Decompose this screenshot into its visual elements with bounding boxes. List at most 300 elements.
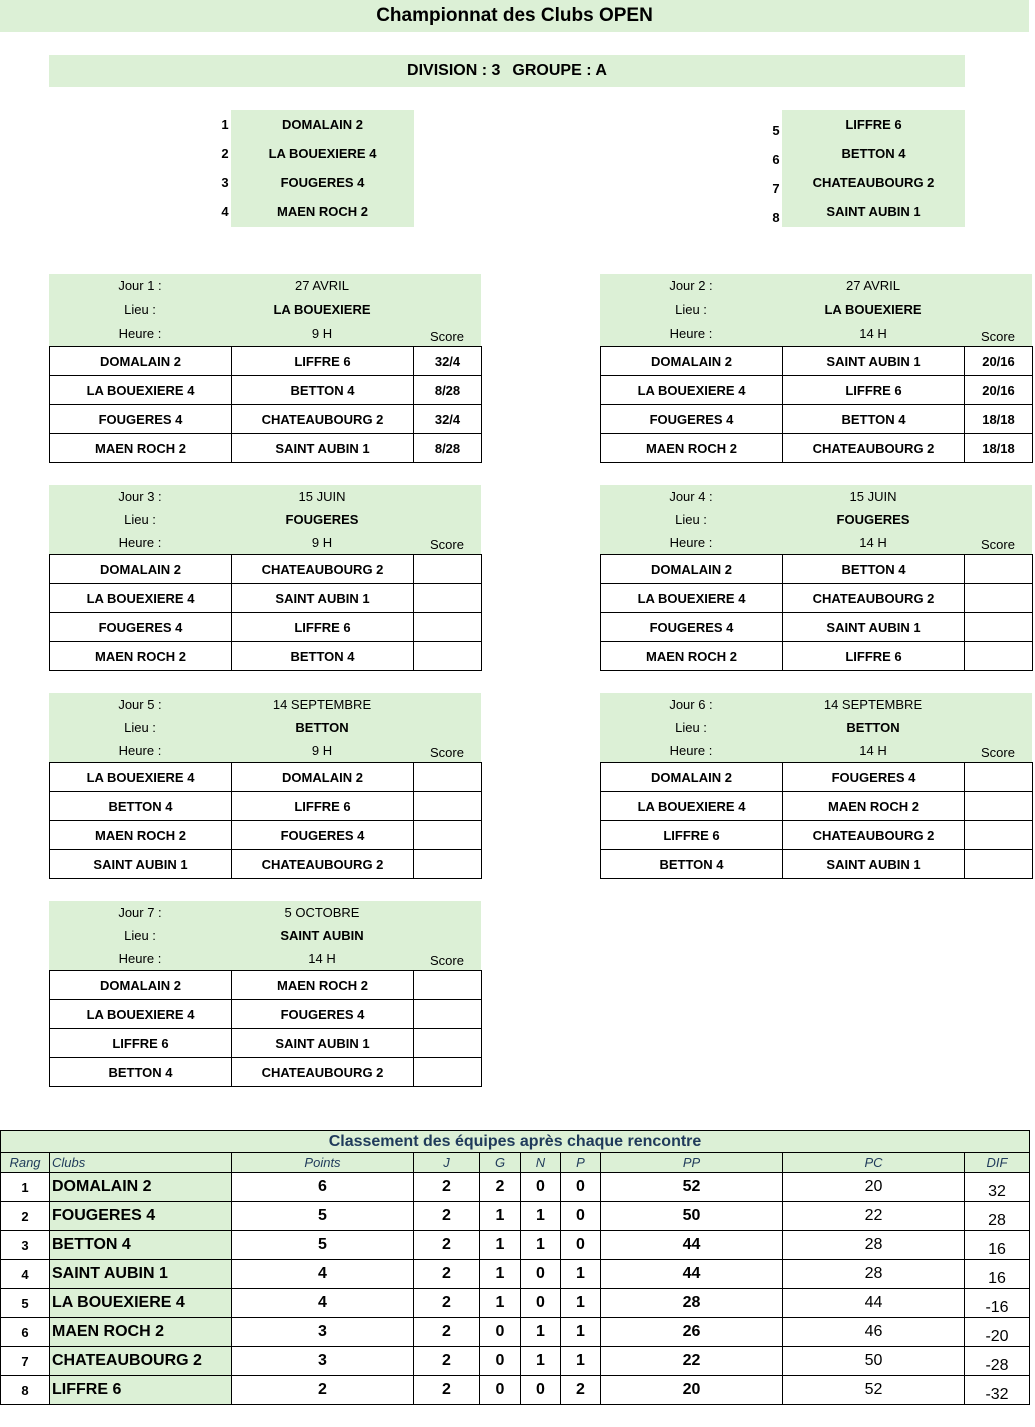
points-cell: 6 (232, 1173, 414, 1202)
standings (0, 1130, 1029, 1405)
place-label: Lieu : (675, 720, 707, 735)
away-team: FOUGERES 4 (232, 821, 414, 850)
home-team: LA BOUEXIERE 4 (50, 1000, 232, 1029)
lost-cell: 1 (561, 1260, 601, 1289)
home-team: DOMALAIN 2 (601, 347, 783, 376)
points-for-cell: 26 (601, 1318, 783, 1347)
won-cell: 0 (480, 1318, 521, 1347)
played-cell: 2 (414, 1289, 480, 1318)
points-against-cell: 52 (783, 1376, 965, 1405)
match-row (601, 376, 1033, 405)
team-name: DOMALAIN 2 (282, 117, 363, 132)
match-row (601, 584, 1033, 613)
match-score (414, 642, 482, 671)
day-header (600, 274, 1032, 346)
match-table (49, 762, 482, 879)
standings-row (1, 1318, 1030, 1347)
away-team: CHATEAUBOURG 2 (232, 555, 414, 584)
points-for-cell: 20 (601, 1376, 783, 1405)
day-block (49, 274, 481, 463)
match-row (50, 434, 482, 463)
team-name: FOUGERES 4 (280, 175, 365, 190)
page-title: Championnat des Clubs OPEN (0, 0, 1029, 32)
match-row (50, 555, 482, 584)
won-cell: 0 (480, 1376, 521, 1405)
day-label: Jour 5 : (118, 697, 162, 712)
day-place: FOUGERES (285, 512, 359, 527)
standings-row (1, 1289, 1030, 1318)
group-label: GROUPE : A (512, 62, 607, 79)
home-team: DOMALAIN 2 (601, 555, 783, 584)
division-banner (49, 55, 965, 87)
points-against-cell: 20 (783, 1173, 965, 1202)
match-row (50, 584, 482, 613)
day-date: 14 SEPTEMBRE (272, 697, 372, 712)
away-team: LIFFRE 6 (232, 792, 414, 821)
match-row (50, 1000, 482, 1029)
standings-header-row (1, 1153, 1030, 1173)
rank-cell: 7 (1, 1347, 50, 1376)
team-list-left (218, 110, 414, 227)
club-cell: SAINT AUBIN 1 (50, 1260, 232, 1289)
difference-cell: -20 (965, 1318, 1030, 1347)
day-place: SAINT AUBIN (280, 928, 364, 943)
score-label: Score (430, 953, 464, 968)
place-label: Lieu : (124, 512, 156, 527)
drawn-cell: 0 (521, 1289, 561, 1318)
lost-cell: 0 (561, 1173, 601, 1202)
difference-cell: 16 (965, 1260, 1030, 1289)
header-p: P (561, 1153, 601, 1173)
played-cell: 2 (414, 1202, 480, 1231)
standings-row (1, 1347, 1030, 1376)
team-number: 1 (221, 117, 229, 132)
match-row (601, 792, 1033, 821)
division-label: DIVISION : 3 (407, 62, 501, 79)
away-team: LIFFRE 6 (232, 347, 414, 376)
day-block (49, 485, 481, 671)
away-team: SAINT AUBIN 1 (232, 434, 414, 463)
day-date: 15 JUIN (849, 489, 897, 504)
points-cell: 2 (232, 1376, 414, 1405)
points-for-cell: 52 (601, 1173, 783, 1202)
away-team: SAINT AUBIN 1 (783, 850, 965, 879)
won-cell: 0 (480, 1347, 521, 1376)
match-row (601, 347, 1033, 376)
match-table (49, 970, 482, 1087)
drawn-cell: 1 (521, 1318, 561, 1347)
club-cell: MAEN ROCH 2 (50, 1318, 232, 1347)
won-cell: 1 (480, 1289, 521, 1318)
match-row (601, 613, 1033, 642)
day-block (49, 693, 481, 879)
team-number: 6 (772, 152, 780, 167)
standings-title: Classement des équipes après chaque rencontre (1, 1131, 1030, 1153)
lost-cell: 1 (561, 1318, 601, 1347)
difference-cell: -16 (965, 1289, 1030, 1318)
rank-cell: 3 (1, 1231, 50, 1260)
home-team: DOMALAIN 2 (50, 347, 232, 376)
away-team: SAINT AUBIN 1 (783, 613, 965, 642)
away-team: CHATEAUBOURG 2 (232, 1058, 414, 1087)
match-row (50, 792, 482, 821)
match-score (965, 642, 1033, 671)
match-score (965, 763, 1033, 792)
match-score (965, 792, 1033, 821)
home-team: LA BOUEXIERE 4 (50, 584, 232, 613)
difference-cell: 16 (965, 1231, 1030, 1260)
away-team: SAINT AUBIN 1 (232, 1029, 414, 1058)
match-table (49, 346, 482, 463)
away-team: LIFFRE 6 (783, 642, 965, 671)
team-number: 4 (221, 204, 229, 219)
points-for-cell: 44 (601, 1260, 783, 1289)
header-clubs: Clubs (50, 1153, 232, 1173)
club-cell: BETTON 4 (50, 1231, 232, 1260)
match-row (50, 850, 482, 879)
day-place: FOUGERES (836, 512, 910, 527)
day-date: 27 AVRIL (846, 278, 900, 293)
won-cell: 1 (480, 1231, 521, 1260)
match-score: 8/28 (414, 376, 482, 405)
day-header (49, 693, 481, 762)
rank-cell: 6 (1, 1318, 50, 1347)
day-block (600, 485, 1032, 671)
match-row (50, 1029, 482, 1058)
day-place: BETTON (295, 720, 349, 735)
day-label: Jour 1 : (118, 278, 162, 293)
difference-cell: 32 (965, 1173, 1030, 1202)
match-score (414, 971, 482, 1000)
club-cell: CHATEAUBOURG 2 (50, 1347, 232, 1376)
team-name: LA BOUEXIERE 4 (268, 146, 377, 161)
day-time: 9 H (311, 326, 333, 341)
won-cell: 1 (480, 1202, 521, 1231)
away-team: BETTON 4 (232, 376, 414, 405)
away-team: SAINT AUBIN 1 (232, 584, 414, 613)
time-label: Heure : (118, 951, 162, 966)
time-label: Heure : (118, 535, 162, 550)
points-against-cell: 44 (783, 1289, 965, 1318)
match-score: 20/16 (965, 376, 1033, 405)
header-points: Points (232, 1153, 414, 1173)
match-score (414, 1029, 482, 1058)
difference-cell: -28 (965, 1347, 1030, 1376)
team-list-right (769, 110, 965, 227)
match-row (50, 763, 482, 792)
match-table (600, 554, 1033, 671)
time-label: Heure : (118, 326, 162, 341)
standings-row (1, 1376, 1030, 1405)
header-pp: PP (601, 1153, 783, 1173)
points-for-cell: 44 (601, 1231, 783, 1260)
day-time: 14 H (859, 535, 887, 550)
day-label: Jour 4 : (669, 489, 713, 504)
away-team: CHATEAUBOURG 2 (232, 405, 414, 434)
match-row (50, 642, 482, 671)
day-date: 27 AVRIL (295, 278, 349, 293)
rank-cell: 8 (1, 1376, 50, 1405)
day-place: LA BOUEXIERE (273, 302, 371, 317)
match-score: 32/4 (414, 405, 482, 434)
match-table (600, 346, 1033, 463)
place-label: Lieu : (124, 720, 156, 735)
points-cell: 3 (232, 1318, 414, 1347)
day-header (49, 901, 481, 970)
day-date: 5 OCTOBRE (284, 905, 360, 920)
match-row (601, 821, 1033, 850)
team-number: 7 (772, 181, 780, 196)
match-score: 18/18 (965, 434, 1033, 463)
club-cell: LIFFRE 6 (50, 1376, 232, 1405)
home-team: DOMALAIN 2 (601, 763, 783, 792)
match-score (965, 613, 1033, 642)
day-label: Jour 6 : (669, 697, 713, 712)
played-cell: 2 (414, 1376, 480, 1405)
rank-cell: 1 (1, 1173, 50, 1202)
rank-cell: 2 (1, 1202, 50, 1231)
home-team: BETTON 4 (50, 1058, 232, 1087)
team-name: LIFFRE 6 (845, 117, 902, 132)
home-team: LA BOUEXIERE 4 (50, 763, 232, 792)
away-team: FOUGERES 4 (232, 1000, 414, 1029)
points-against-cell: 28 (783, 1260, 965, 1289)
header-g: G (480, 1153, 521, 1173)
away-team: MAEN ROCH 2 (783, 792, 965, 821)
header-pc: PC (783, 1153, 965, 1173)
home-team: FOUGERES 4 (601, 613, 783, 642)
match-row (50, 821, 482, 850)
standings-row (1, 1173, 1030, 1202)
lost-cell: 0 (561, 1202, 601, 1231)
day-date: 14 SEPTEMBRE (823, 697, 923, 712)
match-row (50, 613, 482, 642)
day-block (600, 693, 1032, 879)
played-cell: 2 (414, 1231, 480, 1260)
score-label: Score (430, 329, 464, 344)
place-label: Lieu : (675, 302, 707, 317)
match-score (965, 584, 1033, 613)
team-number: 2 (221, 146, 229, 161)
home-team: MAEN ROCH 2 (50, 642, 232, 671)
match-score (414, 763, 482, 792)
home-team: SAINT AUBIN 1 (50, 850, 232, 879)
header-dif: DIF (965, 1153, 1030, 1173)
home-team: LA BOUEXIERE 4 (601, 376, 783, 405)
day-time: 14 H (308, 951, 336, 966)
won-cell: 2 (480, 1173, 521, 1202)
match-row (50, 1058, 482, 1087)
points-against-cell: 46 (783, 1318, 965, 1347)
standings-table (0, 1130, 1030, 1405)
score-label: Score (981, 537, 1015, 552)
away-team: FOUGERES 4 (783, 763, 965, 792)
away-team: BETTON 4 (783, 555, 965, 584)
drawn-cell: 1 (521, 1231, 561, 1260)
header-n: N (521, 1153, 561, 1173)
time-label: Heure : (118, 743, 162, 758)
day-place: BETTON (846, 720, 900, 735)
points-for-cell: 22 (601, 1347, 783, 1376)
home-team: DOMALAIN 2 (50, 555, 232, 584)
home-team: LIFFRE 6 (601, 821, 783, 850)
points-against-cell: 22 (783, 1202, 965, 1231)
home-team: BETTON 4 (50, 792, 232, 821)
away-team: MAEN ROCH 2 (232, 971, 414, 1000)
match-score (414, 584, 482, 613)
played-cell: 2 (414, 1173, 480, 1202)
home-team: LA BOUEXIERE 4 (601, 792, 783, 821)
points-cell: 3 (232, 1347, 414, 1376)
match-score (414, 555, 482, 584)
points-against-cell: 28 (783, 1231, 965, 1260)
match-score (414, 1058, 482, 1087)
home-team: DOMALAIN 2 (50, 971, 232, 1000)
match-row (601, 555, 1033, 584)
day-time: 14 H (859, 743, 887, 758)
day-header (49, 274, 481, 346)
day-time: 14 H (859, 326, 887, 341)
team-name: MAEN ROCH 2 (276, 204, 368, 219)
home-team: FOUGERES 4 (50, 613, 232, 642)
match-score: 18/18 (965, 405, 1033, 434)
match-score (414, 850, 482, 879)
home-team: MAEN ROCH 2 (50, 821, 232, 850)
difference-cell: 28 (965, 1202, 1030, 1231)
away-team: DOMALAIN 2 (232, 763, 414, 792)
match-score (414, 1000, 482, 1029)
day-place: LA BOUEXIERE (824, 302, 922, 317)
drawn-cell: 1 (521, 1202, 561, 1231)
match-score (414, 613, 482, 642)
day-block (600, 274, 1032, 463)
place-label: Lieu : (675, 512, 707, 527)
match-row (50, 405, 482, 434)
away-team: BETTON 4 (783, 405, 965, 434)
match-score: 32/4 (414, 347, 482, 376)
away-team: CHATEAUBOURG 2 (783, 584, 965, 613)
match-table (600, 762, 1033, 879)
match-row (601, 763, 1033, 792)
away-team: LIFFRE 6 (232, 613, 414, 642)
lost-cell: 1 (561, 1289, 601, 1318)
day-label: Jour 7 : (118, 905, 162, 920)
score-label: Score (981, 745, 1015, 760)
standings-row (1, 1202, 1030, 1231)
home-team: FOUGERES 4 (50, 405, 232, 434)
played-cell: 2 (414, 1347, 480, 1376)
day-label: Jour 3 : (118, 489, 162, 504)
header-j: J (414, 1153, 480, 1173)
difference-cell: -32 (965, 1376, 1030, 1405)
match-score: 8/28 (414, 434, 482, 463)
time-label: Heure : (669, 743, 713, 758)
day-time: 9 H (311, 743, 333, 758)
match-row (601, 405, 1033, 434)
match-score (965, 850, 1033, 879)
home-team: LA BOUEXIERE 4 (601, 584, 783, 613)
day-time: 9 H (311, 535, 333, 550)
home-team: LA BOUEXIERE 4 (50, 376, 232, 405)
match-row (601, 850, 1033, 879)
home-team: FOUGERES 4 (601, 405, 783, 434)
points-cell: 4 (232, 1260, 414, 1289)
score-label: Score (981, 329, 1015, 344)
match-score: 20/16 (965, 347, 1033, 376)
played-cell: 2 (414, 1260, 480, 1289)
match-score (965, 555, 1033, 584)
standings-row (1, 1260, 1030, 1289)
home-team: LIFFRE 6 (50, 1029, 232, 1058)
home-team: MAEN ROCH 2 (601, 642, 783, 671)
points-for-cell: 28 (601, 1289, 783, 1318)
header-rang: Rang (1, 1153, 50, 1173)
home-team: MAEN ROCH 2 (601, 434, 783, 463)
away-team: CHATEAUBOURG 2 (232, 850, 414, 879)
away-team: CHATEAUBOURG 2 (783, 434, 965, 463)
home-team: MAEN ROCH 2 (50, 434, 232, 463)
team-number: 3 (221, 175, 229, 190)
time-label: Heure : (669, 535, 713, 550)
day-block (49, 901, 481, 1087)
day-label: Jour 2 : (669, 278, 713, 293)
day-header (600, 485, 1032, 554)
away-team: BETTON 4 (232, 642, 414, 671)
points-cell: 4 (232, 1289, 414, 1318)
lost-cell: 0 (561, 1231, 601, 1260)
team-number: 5 (772, 123, 780, 138)
team-name: SAINT AUBIN 1 (826, 204, 921, 219)
standings-row (1, 1231, 1030, 1260)
won-cell: 1 (480, 1260, 521, 1289)
played-cell: 2 (414, 1318, 480, 1347)
drawn-cell: 0 (521, 1376, 561, 1405)
points-against-cell: 50 (783, 1347, 965, 1376)
home-team: BETTON 4 (601, 850, 783, 879)
match-score (965, 821, 1033, 850)
time-label: Heure : (669, 326, 713, 341)
team-number: 8 (772, 210, 780, 225)
points-for-cell: 50 (601, 1202, 783, 1231)
away-team: LIFFRE 6 (783, 376, 965, 405)
score-label: Score (430, 537, 464, 552)
drawn-cell: 0 (521, 1260, 561, 1289)
club-cell: LA BOUEXIERE 4 (50, 1289, 232, 1318)
place-label: Lieu : (124, 928, 156, 943)
day-header (600, 693, 1032, 762)
points-cell: 5 (232, 1202, 414, 1231)
club-cell: DOMALAIN 2 (50, 1173, 232, 1202)
score-label: Score (430, 745, 464, 760)
day-header (49, 485, 481, 554)
team-name: BETTON 4 (841, 146, 906, 161)
match-row (50, 971, 482, 1000)
points-cell: 5 (232, 1231, 414, 1260)
place-label: Lieu : (124, 302, 156, 317)
match-row (50, 347, 482, 376)
drawn-cell: 0 (521, 1173, 561, 1202)
match-table (49, 554, 482, 671)
match-score (414, 821, 482, 850)
rank-cell: 5 (1, 1289, 50, 1318)
lost-cell: 2 (561, 1376, 601, 1405)
lost-cell: 1 (561, 1347, 601, 1376)
away-team: SAINT AUBIN 1 (783, 347, 965, 376)
match-row (601, 642, 1033, 671)
match-score (414, 792, 482, 821)
day-date: 15 JUIN (298, 489, 346, 504)
team-name: CHATEAUBOURG 2 (812, 175, 935, 190)
